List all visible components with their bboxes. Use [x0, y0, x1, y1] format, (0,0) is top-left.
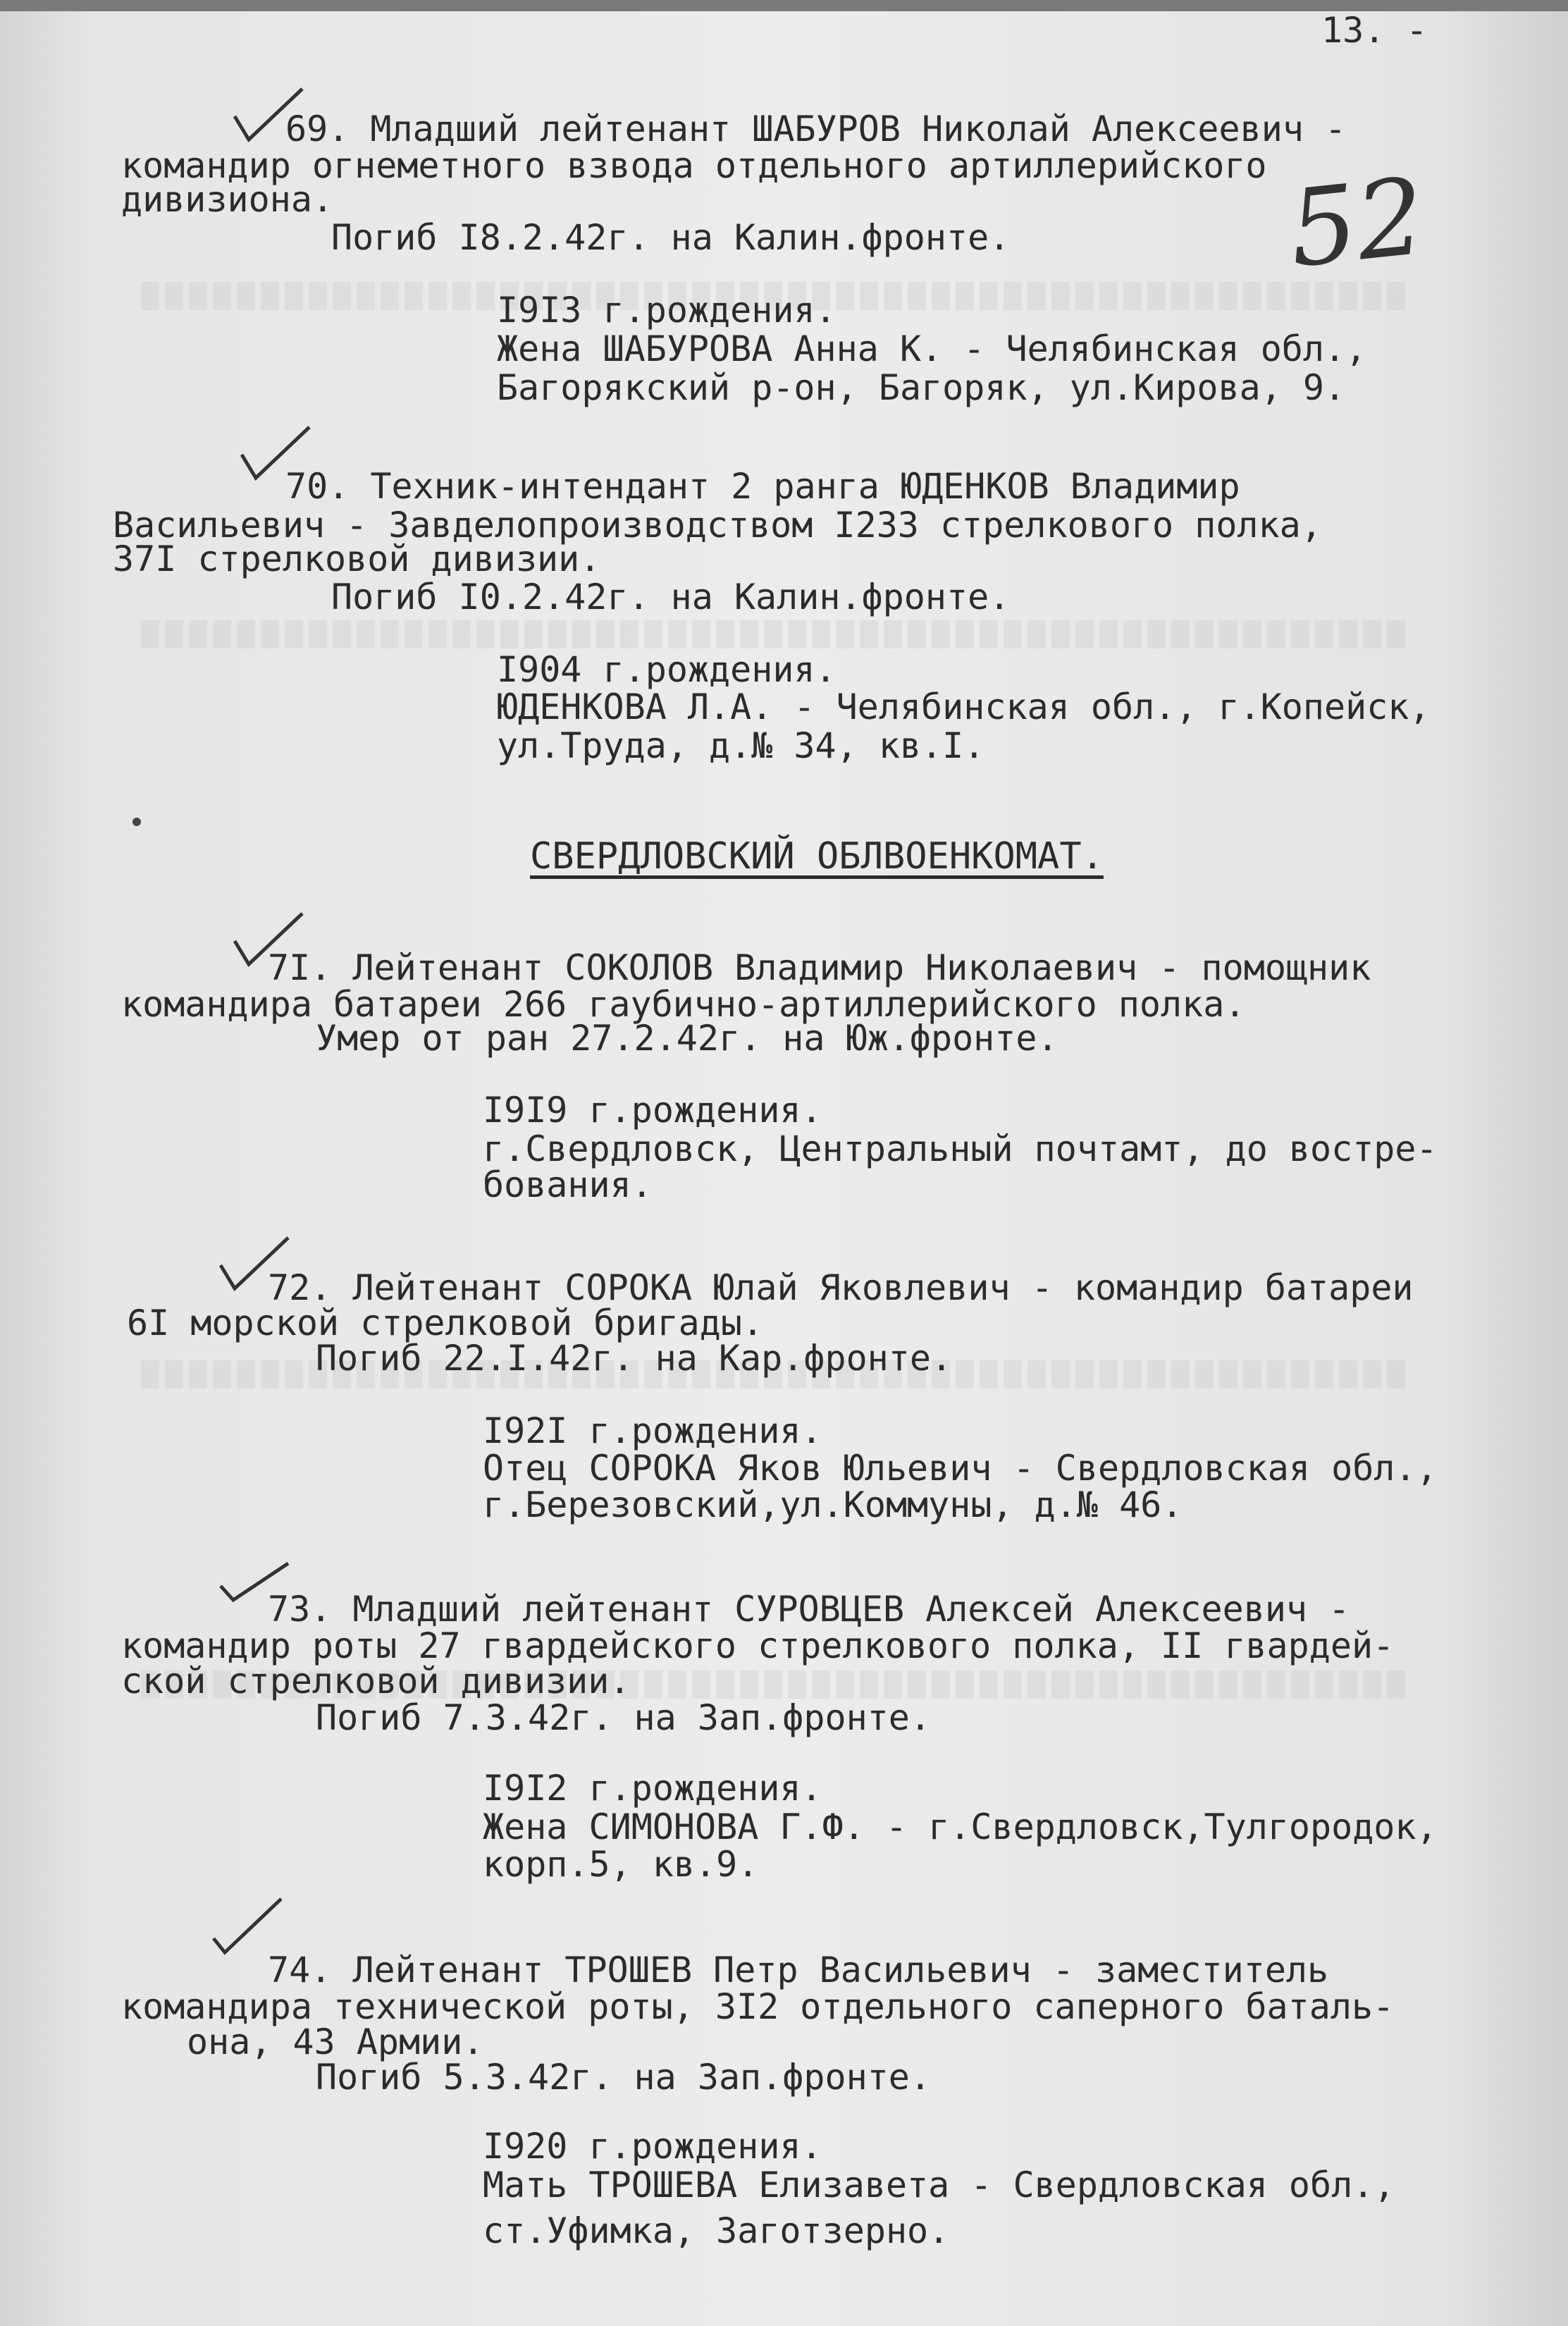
entry-74-line-3: она, 43 Армии.	[187, 2022, 484, 2062]
entry-71-line-5: г.Свердловск, Центральный почтамт, до востре-	[483, 1128, 1438, 1169]
entry-69-line-7: Багорякский р-он, Багоряк, ул.Кирова, 9.	[497, 367, 1346, 408]
entry-73-line-3: ской стрелковой дивизии.	[121, 1661, 631, 1702]
entry-69-line-5: I9I3 г.рождения.	[497, 290, 837, 331]
entry-70-line-5: I904 г.рождения.	[497, 649, 837, 690]
entry-70-line-2: Васильевич - Завделопроизводством I233 стрелкового полка,	[113, 505, 1322, 546]
entry-71-line-3: Умер от ран 27.2.42г. на Юж.фронте.	[316, 1018, 1058, 1059]
entry-72-line-1: 72. Лейтенант СОРОКА Юлай Яковлевич - командир батареи	[268, 1267, 1414, 1308]
entry-72-line-6: г.Березовский,ул.Коммуны, д.№ 46.	[483, 1484, 1183, 1525]
entry-72-line-5: Отец СОРОКА Яков Юльевич - Свердловская обл.,	[483, 1448, 1438, 1489]
entry-72-line-4: I92I г.рождения.	[483, 1410, 822, 1451]
entry-70-line-3: 37I стрелковой дивизии.	[113, 539, 601, 579]
entry-71-line-1: 7I. Лейтенант СОКОЛОВ Владимир Николаевич - помощник	[268, 947, 1371, 988]
entry-70-line-1: 70. Техник-интендант 2 ранга ЮДЕНКОВ Владимир	[285, 466, 1240, 507]
entry-72-line-3: Погиб 22.I.42г. на Кар.фронте.	[316, 1338, 953, 1379]
entry-69-line-3: дивизиона.	[121, 179, 334, 220]
section-heading: СВЕРДЛОВСКИЙ ОБЛВОЕНКОМАТ.	[530, 835, 1104, 878]
entry-69-line-1: 69. Младший лейтенант ШАБУРОВ Николай Алексеевич -	[285, 109, 1347, 149]
entry-73-line-7: корп.5, кв.9.	[483, 1844, 759, 1885]
entry-71-line-6: бования.	[483, 1164, 653, 1205]
entry-74-line-1: 74. Лейтенант ТРОШЕВ Петр Васильевич - заместитель	[268, 1950, 1329, 1990]
entry-71-line-2: командира батареи 266 гаубично-артиллерийского полка.	[121, 984, 1246, 1025]
entry-74-line-6: Мать ТРОШЕВА Елизавета - Свердловская обл.,	[483, 2165, 1395, 2205]
entry-70-line-7: ул.Труда, д.№ 34, кв.I.	[497, 725, 985, 766]
entry-73-line-4: Погиб 7.3.42г. на Зап.фронте.	[316, 1697, 931, 1738]
entry-74-line-4: Погиб 5.3.42г. на Зап.фронте.	[316, 2057, 931, 2098]
handwritten-number: 52	[1283, 155, 1431, 292]
page-number: 13. -	[1321, 10, 1428, 51]
entry-74-line-5: I920 г.рождения.	[483, 2126, 822, 2167]
entry-70-line-4: Погиб I0.2.42г. на Калин.фронте.	[331, 577, 1011, 617]
punch-hole	[132, 818, 141, 826]
entry-73-line-2: командир роты 27 гвардейского стрелкового полка, II гвардей-	[121, 1625, 1395, 1666]
entry-72-line-2: 6I морской стрелковой бригады.	[127, 1303, 764, 1343]
entry-73-line-6: Жена СИМОНОВА Г.Ф. - г.Свердловск,Тулгородок,	[483, 1807, 1438, 1847]
entry-69-line-6: Жена ШАБУРОВА Анна К. - Челябинская обл.,	[497, 328, 1367, 369]
entry-73-line-1: 73. Младший лейтенант СУРОВЦЕВ Алексей Алексеевич -	[268, 1589, 1350, 1630]
entry-71-line-4: I9I9 г.рождения.	[483, 1090, 822, 1131]
entry-70-line-6: ЮДЕНКОВА Л.А. - Челябинская обл., г.Копейск,	[497, 687, 1431, 727]
entry-74-line-2: командира технической роты, 3I2 отдельного саперного баталь-	[121, 1986, 1395, 2027]
entry-74-line-7: ст.Уфимка, Заготзерно.	[483, 2210, 950, 2251]
entry-69-line-2: командир огнеметного взвода отдельного артиллерийского	[121, 145, 1267, 186]
entry-69-line-4: Погиб I8.2.42г. на Калин.фронте.	[331, 217, 1011, 258]
entry-73-line-5: I9I2 г.рождения.	[483, 1768, 822, 1809]
